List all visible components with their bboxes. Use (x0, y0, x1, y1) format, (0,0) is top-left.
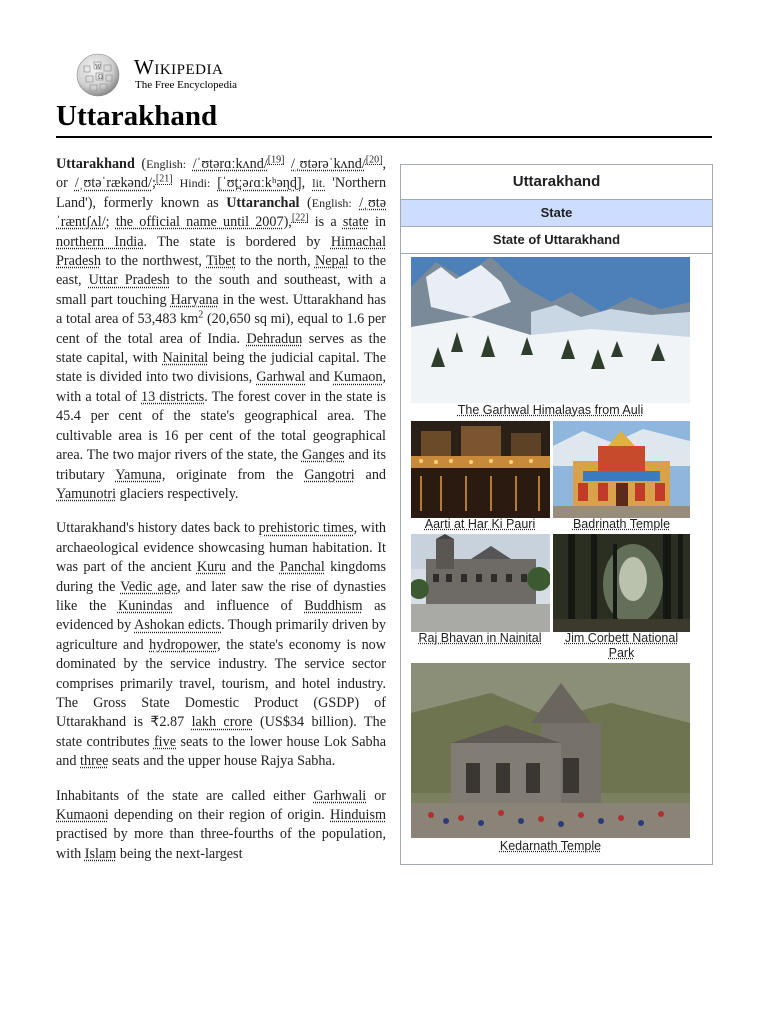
link-tibet[interactable]: Tibet (206, 253, 236, 270)
text-p1-11: . The forest cover in the state is 45.4 per cent of the state's geographical area. The cultivable area is 16 per cent of the total geographical area. The two major rivers of the state, the (56, 388, 386, 464)
text-p1-14: glaciers respectively. (119, 485, 239, 502)
text-p2-5: , and later saw the rise of dynasties like the (56, 578, 386, 614)
paragraph-demographics (56, 787, 386, 865)
link-yamunotri[interactable]: Yamunotri (56, 485, 117, 502)
title-divider (56, 136, 712, 138)
caption-badrinath-text[interactable]: Badrinath Temple (572, 517, 671, 531)
photo-badrinath-image (553, 421, 690, 518)
former-name-bold: Uttaranchal (226, 194, 300, 211)
link-islam[interactable]: Islam (84, 845, 117, 862)
photo-aarti-image (411, 421, 550, 518)
text-p3-4: practised by more than three-fourths of the population, with (56, 826, 386, 862)
link-haryana[interactable]: Haryana (170, 291, 219, 308)
text-p2-3: the (257, 559, 275, 576)
ipa-link-4[interactable]: /ˌʊtəˈræntʃʌl/ (56, 194, 386, 231)
wikipedia-tagline: The Free Encyclopedia (135, 79, 238, 91)
text-p1-10: , with a total of (56, 369, 387, 405)
link-uttar-pradesh[interactable]: Uttar Pradesh (88, 272, 170, 289)
official-name-link[interactable]: the official name until 2007 (115, 214, 284, 231)
link-ganges[interactable]: Ganges (301, 447, 345, 464)
text-p2-1: Uttarakhand's history dates back to (56, 520, 255, 537)
link-13-districts[interactable]: 13 districts (141, 388, 205, 405)
photo-aarti-har-ki-pauri[interactable] (411, 421, 550, 518)
photo-badrinath-temple[interactable] (553, 421, 690, 518)
text-in: in (374, 214, 387, 231)
pron-label-english: English: (146, 157, 187, 171)
ref-20[interactable]: [20] (365, 154, 383, 166)
text-p1-13: , originate from the (161, 466, 294, 483)
text-p2-4: kingdoms during the (56, 559, 387, 595)
ref-22[interactable]: [22] (291, 212, 309, 224)
link-hinduism[interactable]: Hinduism (330, 807, 386, 823)
ipa-link-1[interactable]: /ˈʊtərɑːkʌnd/ (192, 156, 268, 172)
photo-jim-corbett-image (553, 534, 690, 632)
caption-jim-corbett (553, 631, 690, 661)
link-kumaon[interactable]: Kumaon (333, 369, 383, 386)
link-kuru[interactable]: Kuru (196, 559, 227, 576)
link-hydropower[interactable]: hydropower (149, 636, 218, 653)
caption-jim-corbett-text[interactable]: Jim Corbett National Park (564, 631, 679, 660)
link-garhwal[interactable]: Garhwal (256, 369, 306, 386)
text-p2-7: as evidenced by (56, 597, 387, 634)
caption-kedarnath (401, 839, 700, 854)
ipa-link-2[interactable]: /ˌʊtərəˈkʌnd/ (291, 156, 366, 172)
or-text: or (56, 175, 68, 192)
link-himachal-pradesh[interactable]: Himachal Pradesh (56, 233, 387, 270)
text-p1-7: (20,650 sq mi), equal to 1.6 per cent of the total area of India. (56, 311, 386, 347)
link-three[interactable]: three (80, 753, 109, 770)
superscript-2: 2 (198, 309, 204, 321)
text-p2-9: , the state's economy is now dominated by the service industry. The service sector comprises primarily travel, tourism, and hotel industry. The Gross State Domestic Product (GSDP) of Uttarakhand is ₹2.87 (56, 636, 387, 731)
link-buddhism[interactable]: Buddhism (304, 597, 363, 614)
pron-label-english-2: English: (311, 195, 352, 210)
link-five[interactable]: five (153, 733, 177, 750)
photo-auli-himalayas[interactable] (411, 257, 690, 403)
literal-meaning: 'Northern Land'), formerly known as (56, 175, 387, 211)
caption-raj-bhavan-text[interactable]: Raj Bhavan in Nainital (418, 631, 542, 645)
link-prehistoric-times[interactable]: prehistoric times (258, 520, 354, 537)
svg-text:Ω: Ω (98, 74, 103, 81)
article-subject-bold: Uttarakhand (56, 156, 135, 172)
caption-raj-bhavan (405, 631, 555, 646)
link-dehradun[interactable]: Dehradun (246, 330, 303, 347)
infobox (400, 164, 713, 865)
photo-kedarnath-image (411, 663, 690, 838)
caption-badrinath (553, 517, 690, 532)
paragraph-intro: Uttarakhand (English: /ˈʊtərɑːkʌnd/[19] /ˌʊtərəˈkʌnd/[20], or /ˌʊtəˈrækənd/;[21] Hindi: [ˈʊt̪ːəɾɑːkʰəɳɖ], lit. 'Northern Land'), formerly known as Uttaranchal (English: /ˌʊtəˈræntʃʌl/; the official name until 2007),[22] is a state in northern India. The state is bordered by Himachal Pradesh to the northwest, Tibet to the north, Nepal to the east, Uttar Pradesh to the south and southeast, with a small part touching Haryana in the west. Uttarakhand has a total area of 53,483 $km^2$ (20,650 sq mi), equal to 1.6 per cent of the total area of India. Dehradun serves as the state capital, with Nainital being the judicial capital. The state is divided into two divisions, Garhwal and Kumaon, with a total of 13 districts. The forest cover in the state is 45.4 per cent of the state's geographical area. The cultivable area is 16 per cent of the total geographical area. The two major rivers of the state, the Ganges and its tributary Yamuna, originate from the Gangotri and Yamunotri glaciers respectively. (56, 154, 387, 502)
wikipedia-globe-icon (74, 52, 122, 98)
photo-jim-corbett-park[interactable] (553, 534, 690, 632)
text-p1-1: . The state is bordered by (143, 233, 321, 250)
infobox-above: State (401, 200, 712, 227)
text-is-a: is a (314, 214, 337, 231)
link-nainital[interactable]: Nainital (162, 350, 209, 367)
photo-auli-image (411, 257, 690, 403)
text-p3-5: being the next-largest (119, 845, 243, 862)
infobox-title: Uttarakhand (401, 165, 712, 200)
caption-aarti (405, 517, 555, 532)
link-nepal[interactable]: Nepal (314, 253, 349, 270)
lit-abbr-link[interactable]: lit. (312, 176, 326, 191)
wikipedia-logo[interactable] (74, 52, 254, 98)
text-p2-12: seats and the upper house Rajya Sabha. (111, 753, 336, 770)
link-kunindas[interactable]: Kunindas (117, 597, 173, 614)
caption-auli-text[interactable]: The Garhwal Himalayas from Auli (457, 403, 644, 417)
caption-kedarnath-text[interactable]: Kedarnath Temple (499, 839, 602, 853)
text-p1-4: to the east, (56, 253, 387, 289)
link-yamuna[interactable]: Yamuna (115, 466, 162, 483)
text-and-1: and (309, 369, 330, 386)
link-kumaoni[interactable]: Kumaoni (56, 807, 109, 823)
link-lakh-crore[interactable]: lakh crore (191, 714, 253, 731)
photo-kedarnath-temple[interactable] (411, 663, 690, 838)
text-and-2: and (365, 466, 387, 483)
article-body (56, 155, 386, 879)
text-p2-6: and influence of (184, 597, 293, 614)
text-p1-5: to the south and southeast, with a small part touching (56, 272, 387, 308)
text-p2-and: and (231, 559, 252, 576)
paragraph-history (56, 519, 386, 771)
link-state[interactable]: state (342, 214, 369, 231)
text-p2-10: (US$34 billion). The state contributes (56, 714, 386, 750)
text-p2-11: seats to the lower house Lok Sabha and (56, 733, 387, 770)
link-garhwali[interactable]: Garhwali (313, 787, 367, 804)
photo-raj-bhavan-image (411, 534, 550, 632)
ipa-link-3[interactable]: /ˌʊtəˈrækənd/ (74, 175, 152, 192)
text-p3-2: or (374, 787, 387, 804)
text-p2-8: . Though primarily driven by agriculture and (56, 617, 386, 653)
ref-19[interactable]: [19] (267, 154, 285, 166)
caption-auli (401, 403, 700, 418)
photo-raj-bhavan-nainital[interactable] (411, 534, 550, 632)
text-p1-3: to the north, (239, 253, 311, 270)
text-p3-1: Inhabitants of the state are called either (56, 787, 306, 804)
pron-label-hindi: Hindi: (179, 176, 211, 191)
svg-text:W: W (95, 64, 102, 71)
text-p1-6: in the west. Uttarakhand has a total area of 53,483 km (56, 291, 387, 328)
text-p3-3: depending on their region of origin. (114, 807, 325, 823)
link-vedic-age[interactable]: Vedic age (120, 578, 178, 595)
text-p1-12: and its tributary (56, 447, 387, 483)
caption-aarti-text[interactable]: Aarti at Har Ki Pauri (424, 517, 536, 531)
ref-21[interactable]: [21] (155, 173, 173, 185)
text-p1-8: serves as the state capital, with (56, 330, 387, 367)
text-p1-2: to the northwest, (105, 253, 202, 270)
link-gangotri[interactable]: Gangotri (304, 466, 355, 483)
text-p2-2: , with archaeological evidence showcasing human habitation. It was part of the ancient (56, 520, 386, 576)
link-ashokan-edicts[interactable]: Ashokan edicts (134, 617, 222, 634)
link-panchal[interactable]: Panchal (279, 559, 325, 576)
ipa-link-hindi[interactable]: [ˈʊt̪ːəɾɑːkʰəɳɖ] (217, 175, 302, 192)
wikipedia-wordmark: Wikipedia (134, 55, 224, 79)
link-northern-india[interactable]: northern India (56, 233, 144, 250)
infobox-subheader: State of Uttarakhand (401, 227, 712, 254)
page-title: Uttarakhand (56, 100, 218, 132)
text-p1-9: being the judicial capital. The state is divided into two divisions, (56, 350, 387, 386)
